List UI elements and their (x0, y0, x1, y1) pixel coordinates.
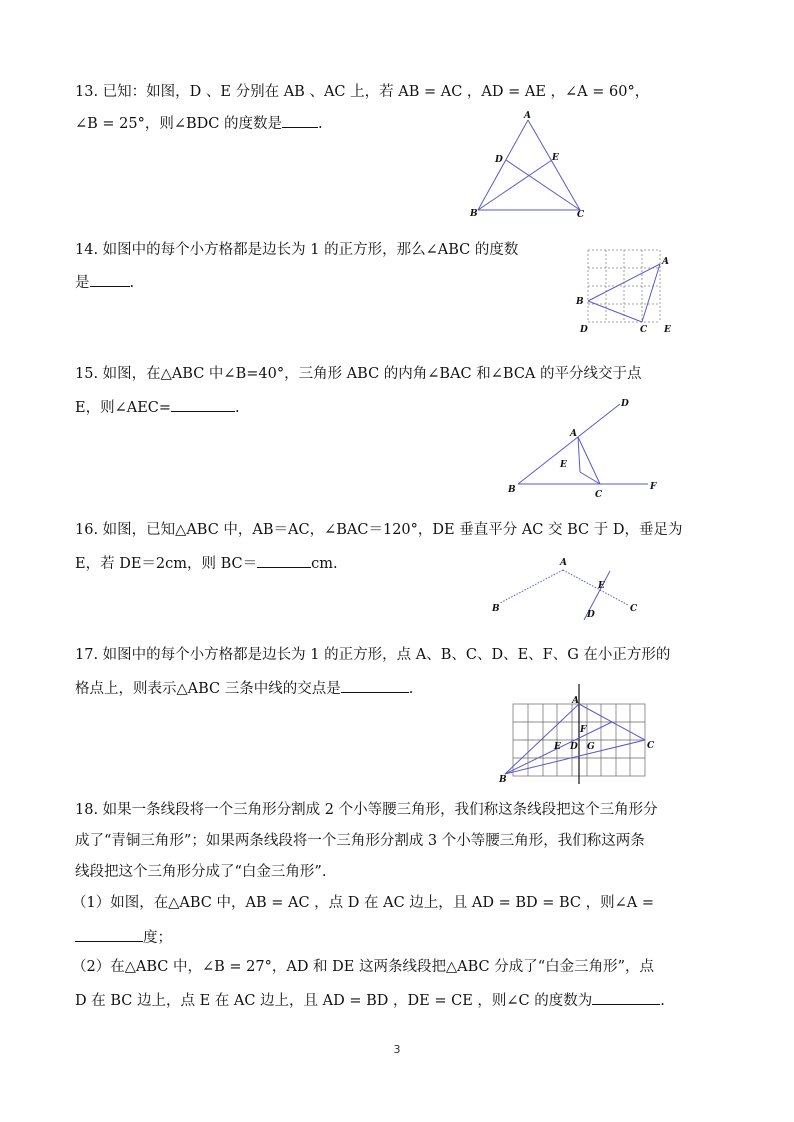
answer-blank[interactable] (592, 988, 660, 1005)
p15-label-c: C (595, 490, 603, 500)
p17-label-b: B (499, 775, 507, 785)
p16-line2: E，若 DE＝2cm，则 BC＝ cm. (75, 551, 338, 574)
p14-label-e: E (664, 325, 671, 335)
p13-label-c: C (577, 210, 585, 220)
p18-line1: 18. 如果一条线段将一个三角形分割成 2 个小等腰三角形，我们称这条线段把这个三角形分 (75, 802, 658, 818)
p18-line2: 成了“青铜三角形”；如果两条线段将一个三角形分割成 3 个小等腰三角形，我们称这两条 (75, 833, 645, 849)
p17-figure (495, 680, 665, 788)
p13-label-e: E (552, 153, 559, 163)
p15-label-a: A (570, 429, 577, 439)
p16-label-a: A (560, 558, 567, 568)
answer-blank[interactable] (257, 551, 311, 568)
p18-sub2-line1: （2）在△ABC 中，∠B = 27°，AD 和 DE 这两条线段把△ABC 分成了“白金三角形”，点 (72, 959, 655, 975)
p16-seg-ac (563, 570, 628, 605)
p17-label-f: F (580, 725, 587, 735)
p15-label-e: E (560, 460, 567, 470)
p13-line2: ∠B = 25°，则∠BDC 的度数是 . (75, 111, 323, 134)
answer-blank[interactable] (282, 111, 318, 128)
p13-label-a: A (524, 111, 531, 121)
p15-label-d: D (621, 399, 629, 409)
p16-label-c: C (630, 604, 638, 614)
p14-label-a: A (662, 257, 669, 267)
p15-seg-bd (518, 404, 620, 484)
p13-seg-be (478, 160, 552, 210)
answer-blank[interactable] (171, 395, 235, 412)
p16-figure (488, 555, 648, 625)
p14-label-c: C (640, 325, 648, 335)
p14-label-b: B (576, 297, 584, 307)
p17-label-a: A (572, 696, 579, 706)
answer-blank[interactable] (75, 925, 143, 942)
page-number: 3 (393, 1043, 401, 1056)
p15-label-b: B (508, 485, 516, 495)
p14-label-d: D (580, 325, 588, 335)
answer-blank[interactable] (90, 270, 130, 287)
p18-sub2-line2: D 在 BC 边上，点 E 在 AC 边上，且 AD = BD ，DE = CE ，则∠C 的度数为 . (75, 988, 665, 1011)
p15-label-f: F (650, 482, 657, 492)
p13-seg-cd (506, 160, 580, 210)
p15-figure (500, 392, 670, 500)
p17-label-e: E (554, 742, 561, 752)
p13-label-b: B (470, 209, 478, 219)
answer-blank[interactable] (341, 676, 409, 693)
p14-seg-ac (642, 264, 660, 322)
p13-label-d: D (495, 155, 503, 165)
p18-sub1-line1: （1）如图，在△ABC 中，AB = AC ，点 D 在 AC 边上，且 AD = BD = BC ，则∠A = (72, 895, 655, 911)
p17-label-c: C (647, 741, 655, 751)
p17-line1: 17. 如图中的每个小方格都是边长为 1 的正方形，点 A、B、C、D、E、F、G 在小正方形的 (75, 647, 671, 663)
p17-seg-ab (505, 704, 579, 774)
p15-line2: E，则∠AEC= . (75, 395, 240, 418)
p13-line1: 13. 已知：如图，D 、E 分别在 AB 、AC 上，若 AB = AC ，AD = AE ，∠A = 60°， (75, 84, 650, 100)
p16-label-b: B (492, 604, 500, 614)
p13-figure (460, 110, 600, 222)
p17-line2: 格点上，则表示△ABC 三条中线的交点是 . (75, 676, 413, 699)
p15-seg-ae (578, 437, 580, 472)
p14-figure (570, 246, 680, 336)
p16-label-d: D (587, 610, 595, 620)
p13-seg-ac (528, 120, 580, 210)
p16-label-e: E (598, 581, 605, 591)
p14-line1: 14. 如图中的每个小方格都是边长为 1 的正方形，那么∠ABC 的度数 (75, 242, 519, 258)
p15-line1: 15. 如图，在△ABC 中∠B=40°，三角形 ABC 的内角∠BAC 和∠BCA 的平分线交于点 (75, 366, 642, 382)
p17-label-g: G (587, 742, 595, 752)
p17-label-d: D (570, 742, 578, 752)
p16-seg-ab (500, 570, 563, 603)
p16-line1: 16. 如图，已知△ABC 中，AB＝AC，∠BAC＝120°，DE 垂直平分 AC 交 BC 于 D，垂足为 (75, 522, 683, 538)
p18-sub1-line2: 度； (75, 925, 172, 948)
p18-line3: 线段把这个三角形分成了“白金三角形”. (75, 864, 327, 880)
p14-line2: 是 . (75, 270, 134, 293)
p13-seg-ab (478, 120, 528, 210)
